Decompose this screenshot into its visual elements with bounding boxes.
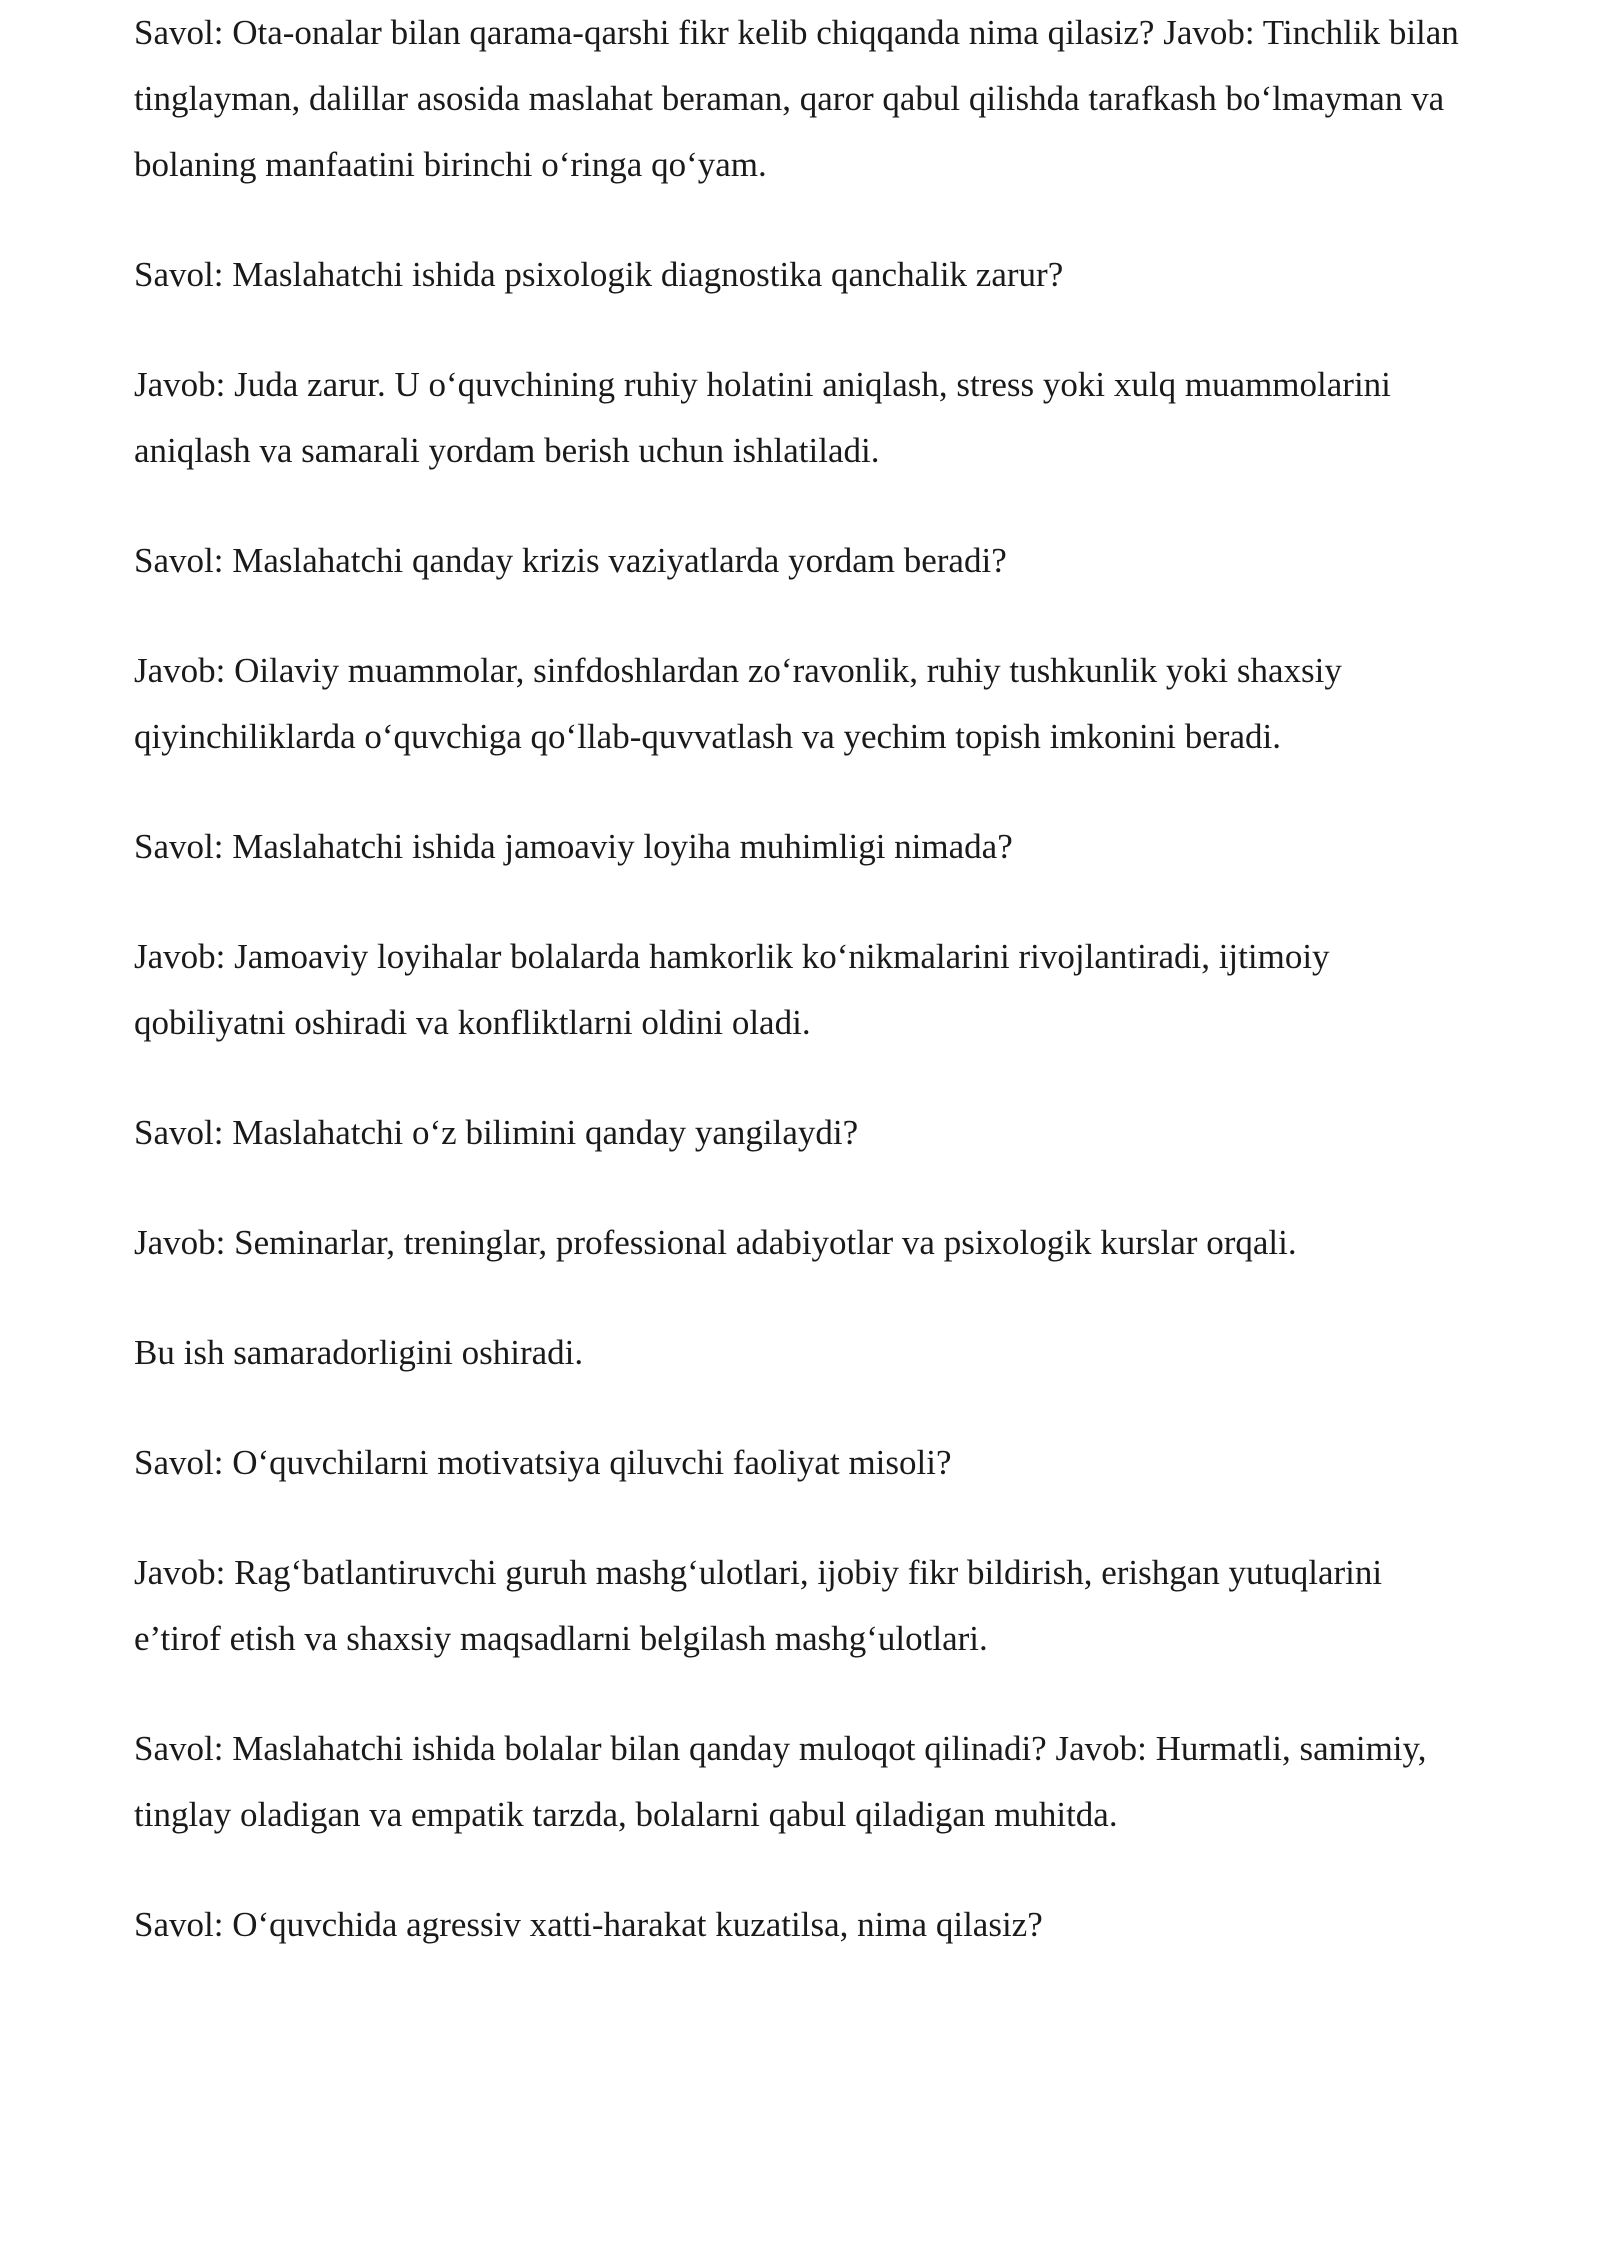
qa-paragraph-13: Savol: Maslahatchi ishida bolalar bilan qanday muloqot qilinadi? Javob: Hurmatli, samimiy, tinglay oladigan va empatik tarzda, bolalarni qabul qiladigan muhitda.	[134, 1729, 1427, 1834]
qa-paragraph-12: Javob: Ragʻbatlantiruvchi guruh mashgʻulotlari, ijobiy fikr bildirish, erishgan yutuqlarini e’tirof etish va shaxsiy maqsadlarni belgilash mashgʻulotlari.	[134, 1553, 1383, 1658]
qa-paragraph-4: Savol: Maslahatchi qanday krizis vaziyatlarda yordam beradi?	[134, 541, 1007, 580]
qa-paragraph-9: Javob: Seminarlar, treninglar, professional adabiyotlar va psixologik kurslar orqali.	[134, 1223, 1297, 1262]
qa-paragraph-7: Javob: Jamoaviy loyihalar bolalarda hamkorlik koʻnikmalarini rivojlantiradi, ijtimoiy qobiliyatni oshiradi va konfliktlarni oldini oladi.	[134, 937, 1330, 1042]
qa-paragraph-11: Savol: Oʻquvchilarni motivatsiya qiluvchi faoliyat misoli?	[134, 1443, 952, 1482]
qa-paragraph-14: Savol: Oʻquvchida agressiv xatti-harakat kuzatilsa, nima qilasiz?	[134, 1905, 1043, 1944]
qa-paragraph-6: Savol: Maslahatchi ishida jamoaviy loyiha muhimligi nimada?	[134, 827, 1013, 866]
document-body	[134, 0, 1464, 2002]
qa-paragraph-2: Savol: Maslahatchi ishida psixologik diagnostika qanchalik zarur?	[134, 255, 1064, 294]
qa-paragraph-1: Savol: Ota-onalar bilan qarama-qarshi fikr kelib chiqqanda nima qilasiz? Javob: Tinchlik bilan tinglayman, dalillar asosida maslahat beraman, qaror qabul qilishda tarafkash boʻlmayman va bolaning manfaatini birinchi oʻringa qoʻyam.	[134, 13, 1459, 184]
qa-paragraph-8: Savol: Maslahatchi oʻz bilimini qanday yangilaydi?	[134, 1113, 859, 1152]
qa-paragraph-10: Bu ish samaradorligini oshiradi.	[134, 1333, 584, 1372]
qa-paragraph-3: Javob: Juda zarur. U oʻquvchining ruhiy holatini aniqlash, stress yoki xulq muammolarini aniqlash va samarali yordam berish uchun ishlatiladi.	[134, 365, 1391, 470]
qa-paragraph-5: Javob: Oilaviy muammolar, sinfdoshlardan zoʻravonlik, ruhiy tushkunlik yoki shaxsiy qiyinchiliklarda oʻquvchiga qoʻllab-quvvatlash va yechim topish imkonini beradi.	[134, 651, 1342, 756]
